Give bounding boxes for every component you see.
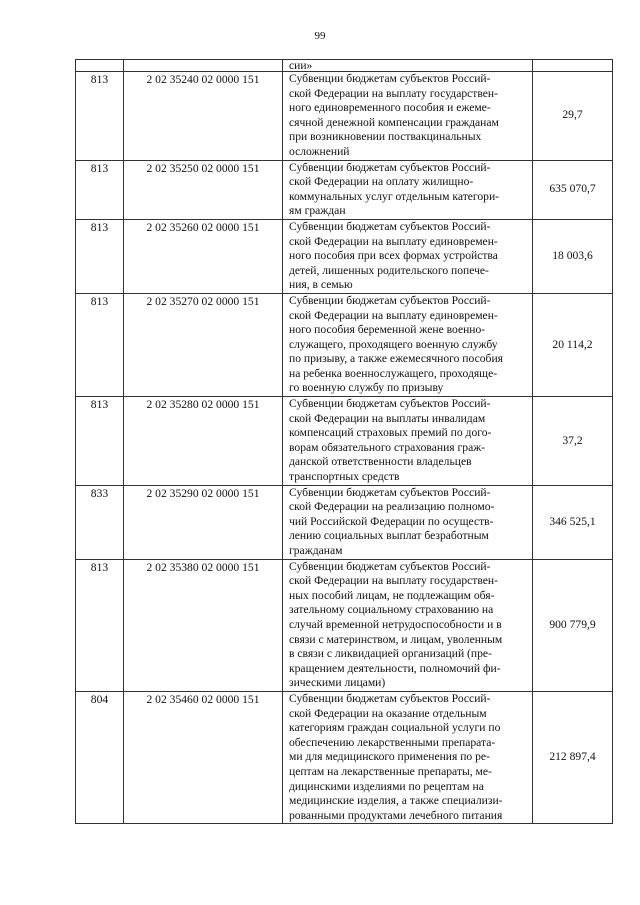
description-line: коммунальных услуг отдельным категори- <box>289 189 500 203</box>
description-cell <box>283 219 533 293</box>
description-line: случай временной нетрудоспособности и в <box>289 617 502 631</box>
description-line: ской Федерации на выплаты инвалидам <box>289 411 486 425</box>
admin-code-cell: 813 <box>76 293 124 396</box>
budget-code-cell: 2 02 35270 02 0000 151 <box>124 293 283 396</box>
description-line: ской Федерации на выплату единовремен- <box>289 234 498 248</box>
table-row <box>76 160 613 219</box>
budget-code-cell: 2 02 35250 02 0000 151 <box>124 160 283 219</box>
continuation-text: сии» <box>283 60 533 72</box>
description-cell <box>283 293 533 396</box>
table-row <box>76 293 613 396</box>
description-line: Субвенции бюджетам субъектов Россий- <box>289 691 491 705</box>
admin-code-cell: 813 <box>76 219 124 293</box>
description-line: ской Федерации на выплату государствен- <box>289 86 498 100</box>
description-line: осложнений <box>289 144 350 158</box>
description-cell <box>283 485 533 559</box>
description-cell <box>283 691 533 823</box>
table-row <box>76 559 613 691</box>
description-line: Субвенции бюджетам субъектов Россий- <box>289 397 491 411</box>
description-line: на ребенка военнослужащего, проходяще- <box>289 366 498 380</box>
admin-code-cell: 813 <box>76 160 124 219</box>
description-cell <box>283 397 533 486</box>
description-line: чий Российской Федерации по осуществ- <box>289 514 494 528</box>
amount-cell: 346 525,1 <box>533 485 613 559</box>
admin-code-cell: 813 <box>76 72 124 161</box>
description-line: сячной денежной компенсации гражданам <box>289 115 499 129</box>
description-line: Субвенции бюджетам субъектов Россий- <box>289 485 491 499</box>
admin-code-cell: 833 <box>76 485 124 559</box>
page-number: 99 <box>314 30 326 42</box>
description-line: рованными продуктами лечебного питания <box>289 808 503 822</box>
budget-code-cell: 2 02 35260 02 0000 151 <box>124 219 283 293</box>
budget-code-cell: 2 02 35280 02 0000 151 <box>124 397 283 486</box>
budget-code-cell: 2 02 35240 02 0000 151 <box>124 72 283 161</box>
table-row <box>76 691 613 823</box>
description-line: го военную службу по призыву <box>289 381 444 395</box>
description-line: данской ответственности владельцев <box>289 455 472 469</box>
budget-code-cell: 2 02 35380 02 0000 151 <box>124 559 283 691</box>
admin-code-cell: 813 <box>76 559 124 691</box>
description-cell <box>283 559 533 691</box>
table-row <box>76 219 613 293</box>
description-line: гражданам <box>289 544 343 557</box>
description-line: категориям граждан социальной услуги по <box>289 721 501 735</box>
amount-cell: 212 897,4 <box>533 691 613 823</box>
description-line: цептам на лекарственные препараты, ме- <box>289 764 492 778</box>
admin-code-cell: 813 <box>76 397 124 486</box>
description-line: служащего, проходящего военную службу <box>289 337 498 351</box>
description-line: ской Федерации на выплату государствен- <box>289 574 498 588</box>
description-line: дицинскими изделиями по рецептам на <box>289 779 484 793</box>
amount-cell: 20 114,2 <box>533 293 613 396</box>
amount-cell: 18 003,6 <box>533 219 613 293</box>
description-line: Субвенции бюджетам субъектов Россий- <box>289 293 491 307</box>
amount-cell: 29,7 <box>533 72 613 161</box>
description-line: ного пособия беременной жене военно- <box>289 323 486 337</box>
description-line: ми для медицинского применения по ре- <box>289 750 490 764</box>
description-cell <box>283 160 533 219</box>
description-line: ской Федерации на выплату единовремен- <box>289 308 498 322</box>
amount-cell: 900 779,9 <box>533 559 613 691</box>
continuation-row <box>76 60 613 72</box>
description-line: медицинские изделия, а также специализи- <box>289 794 503 808</box>
description-line: ных пособий лицам, не подлежащим обя- <box>289 588 495 602</box>
description-line: по призыву, а также ежемесячного пособия <box>289 352 503 366</box>
description-line: обеспечению лекарственными препарата- <box>289 735 496 749</box>
table-row <box>76 485 613 559</box>
table-row <box>76 397 613 486</box>
description-line: Субвенции бюджетам субъектов Россий- <box>289 160 491 174</box>
admin-code-cell: 804 <box>76 691 124 823</box>
description-line: зическими лицами) <box>289 676 386 690</box>
description-line: Субвенции бюджетам субъектов Россий- <box>289 72 491 85</box>
description-line: связи с материнством, и лицам, уволенным <box>289 632 503 646</box>
revenue-table <box>75 59 613 824</box>
description-cell <box>283 72 533 161</box>
description-line: Субвенции бюджетам субъектов Россий- <box>289 559 491 573</box>
amount-cell: 635 070,7 <box>533 160 613 219</box>
description-line: компенсаций страховых премий по дого- <box>289 426 492 440</box>
description-line: в связи с ликвидацией организаций (пре- <box>289 647 492 661</box>
description-line: детей, лишенных родительского попече- <box>289 263 489 277</box>
description-line: зательному социальному страхованию на <box>289 603 494 617</box>
description-line: лению социальных выплат безработным <box>289 529 489 543</box>
description-line: кращением деятельности, полномочий фи- <box>289 661 501 675</box>
table-row <box>76 72 613 161</box>
description-line: Субвенции бюджетам субъектов Россий- <box>289 219 491 233</box>
description-line: ям граждан <box>289 204 346 218</box>
description-line: при возникновении поствакцинальных <box>289 130 482 144</box>
budget-code-cell: 2 02 35290 02 0000 151 <box>124 485 283 559</box>
description-line: ного единовременного пособия и ежеме- <box>289 101 491 115</box>
amount-cell: 37,2 <box>533 397 613 486</box>
description-line: транспортных средств <box>289 470 400 484</box>
description-line: ской Федерации на оплату жилищно- <box>289 175 474 189</box>
budget-code-cell: 2 02 35460 02 0000 151 <box>124 691 283 823</box>
description-line: ния, в семью <box>289 278 353 292</box>
description-line: ворам обязательного страхования граж- <box>289 440 486 454</box>
description-line: ской Федерации на оказание отдельным <box>289 706 487 720</box>
description-line: ного пособия при всех формах устройства <box>289 249 498 263</box>
description-line: ской Федерации на реализацию полномо- <box>289 500 495 514</box>
